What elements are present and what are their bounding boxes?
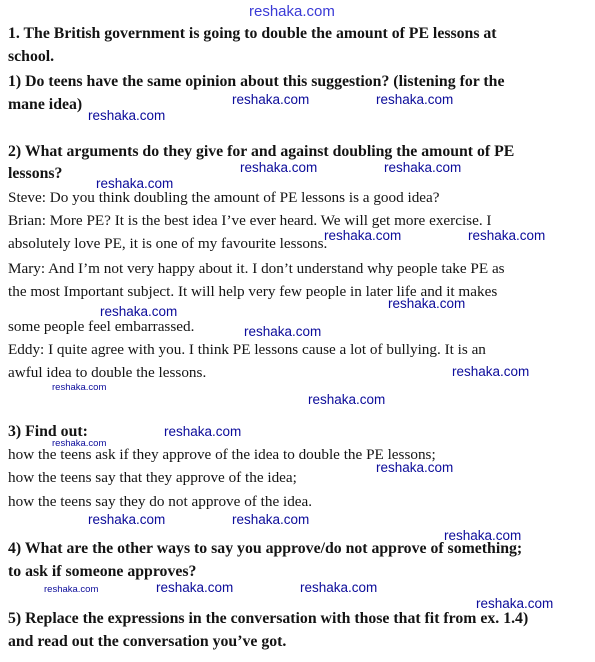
question2-line1: 2) What arguments do they give for and against doubling the amount of PE [8,143,515,160]
watermark: reshaka.com [52,438,107,449]
task4-line1: 4) What are the other ways to say you approve/do not approve of something; [8,540,523,557]
dialogue-line: the most Important subject. It will help very few people in later life and it makes [8,283,498,300]
task3-item: how the teens say they do not approve of the idea. [8,493,313,510]
dialogue-line: Mary: And I’m not very happy about it. I don’t understand why people take PE as [8,260,505,277]
task5-line1: 5) Replace the expressions in the conversation with those that fit from ex. 1.4) [8,610,529,627]
watermark: reshaka.com [249,3,335,20]
watermark: reshaka.com [384,160,462,175]
question1-line1: 1) Do teens have the same opinion about this suggestion? (listening for the [8,73,505,90]
watermark: reshaka.com [324,228,402,243]
task3-item: how the teens ask if they approve of the idea to double the PE lessons; [8,446,436,463]
dialogue-line: Eddy: I quite agree with you. I think PE lessons cause a lot of bullying. It is an [8,341,486,358]
watermark: reshaka.com [88,512,166,527]
watermark: reshaka.com [100,304,178,319]
dialogue-line: Steve: Do you think doubling the amount of PE lessons is a good idea? [8,189,440,206]
watermark: reshaka.com [388,296,466,311]
dialogue-line: absolutely love PE, it is one of my favourite lessons. [8,235,328,252]
watermark: reshaka.com [300,580,378,595]
task4-line2: to ask if someone approves? [8,563,197,580]
watermark: reshaka.com [244,324,322,339]
watermark: reshaka.com [96,176,174,191]
watermark: reshaka.com [52,382,107,393]
question1-line2: mane idea) [8,96,83,113]
watermark: reshaka.com [476,596,554,611]
task5-line2: and read out the conversation you’ve got. [8,633,287,650]
watermark: reshaka.com [164,424,242,439]
dialogue-line: awful idea to double the lessons. [8,364,207,381]
dialogue-line: some people feel embarrassed. [8,318,195,335]
task1-heading-line1: 1. The British government is going to double the amount of PE lessons at [8,25,497,42]
watermark: reshaka.com [376,92,454,107]
task1-heading-line2: school. [8,48,55,65]
watermark: reshaka.com [308,392,386,407]
watermark: reshaka.com [156,580,234,595]
watermark: reshaka.com [44,584,99,595]
watermark: reshaka.com [88,108,166,123]
watermark: reshaka.com [240,160,318,175]
question2-line2: lessons? [8,165,63,182]
task3-heading: 3) Find out: [8,423,88,440]
watermark: reshaka.com [232,92,310,107]
watermark: reshaka.com [376,460,454,475]
task3-item: how the teens say that they approve of the idea; [8,469,297,486]
watermark: reshaka.com [452,364,530,379]
dialogue-line: Brian: More PE? It is the best idea I’ve ever heard. We will get more exercise. I [8,212,492,229]
watermark: reshaka.com [468,228,546,243]
watermark: reshaka.com [444,528,522,543]
watermark: reshaka.com [232,512,310,527]
